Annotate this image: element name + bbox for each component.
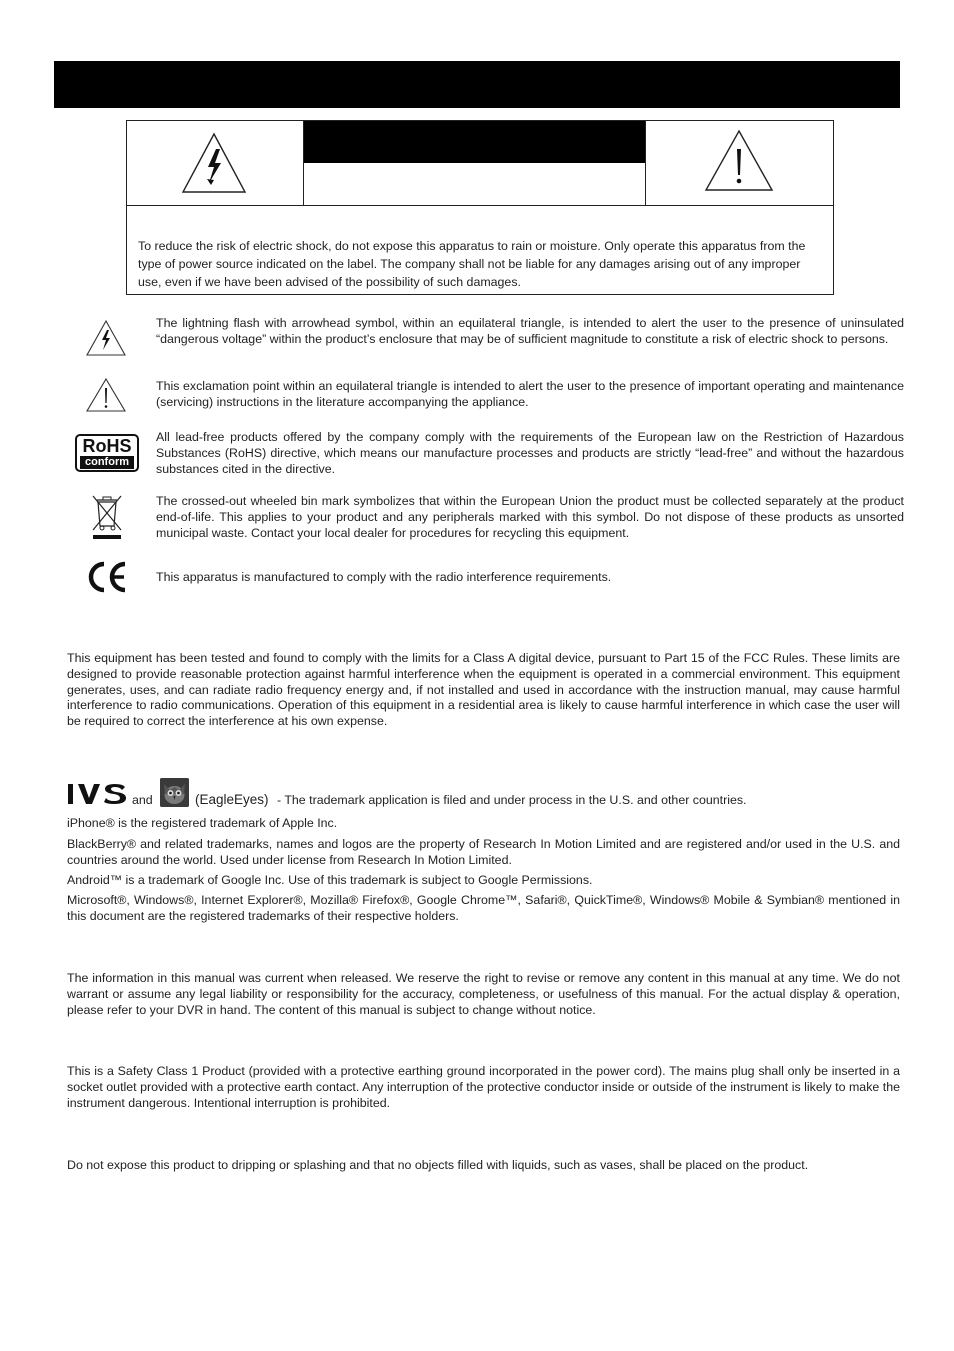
warning-box-right-cell: [645, 121, 833, 206]
symbol-text-exclamation: This exclamation point within an equilateral triangle is intended to alert the user to the presence of important operating and maintenance (servicing) instructions in the literature accompanying the appliance.: [156, 379, 904, 409]
symbol-text-bin: The crossed-out wheeled bin mark symbolizes that within the European Union the product must be collected separately at the product end-of-life. This applies to your product and any peripherals marked with this symbol. Do not dispose of these products as unsorted municipal waste. Contact your local dealer for procedures for recycling this equipment.: [156, 494, 904, 540]
warning-title-rule: [304, 161, 645, 163]
disclaimer-statement: The information in this manual was current when released. We reserve the right to revise or remove any content in this manual at any time. We do not warrant or assume any legal liability or responsibility for the accuracy, completeness, or usefulness of this manual. For the actual display & operation, please refer to your DVR in hand. The content of this manual is subject to change without notice.: [67, 971, 900, 1017]
trademark-logo-line: [67, 779, 900, 809]
symbol-row-ce: [0, 562, 954, 596]
exclamation-triangle-icon: [85, 377, 127, 413]
warning-title-bar: [304, 121, 645, 161]
ivs-logo: [67, 783, 127, 810]
ivs-logo-icon: [67, 783, 127, 805]
trademark-description: - The trademark application is filed and under process in the U.S. and other countries.: [277, 793, 747, 807]
warning-text: To reduce the risk of electric shock, do not expose this apparatus to rain or moisture. Only operate this apparatus from the type of power source indicated on the label. The company shall not be liable for any damages arising out of any improper use, even if we have been advised of the possibility of such damages.: [138, 239, 806, 289]
symbol-row-exclamation: [0, 379, 954, 413]
rohs-icon-sublabel: conform: [80, 456, 134, 469]
lightning-triangle-icon: [85, 319, 127, 357]
ce-mark-icon: [86, 560, 128, 594]
warning-box: [126, 120, 834, 295]
symbol-row-bin: [0, 494, 954, 544]
lightning-triangle-icon: [181, 131, 247, 195]
symbol-text-ce: This apparatus is manufactured to comply with the radio interference requirements.: [156, 570, 612, 584]
rohs-icon-label: RoHS: [82, 436, 132, 456]
section-header-bar: [54, 61, 900, 108]
symbol-row-rohs: [0, 430, 954, 478]
eagleeyes-name: (EagleEyes): [195, 792, 269, 807]
trademark-iphone: iPhone® is the registered trademark of Apple Inc.: [67, 816, 338, 830]
trademark-microsoft: Microsoft®, Windows®, Internet Explorer®, Mozilla® Firefox®, Google Chrome™, Safari®, QuickTime®, Windows® Mobile & Symbian® mentioned in this document are the registered trademarks of their respective holders.: [67, 893, 900, 923]
trademark-android: Android™ is a trademark of Google Inc. Use of this trademark is subject to Google Permissions.: [67, 873, 593, 887]
warning-box-left-cell: [127, 121, 304, 206]
rohs-icon: [75, 434, 139, 472]
fcc-statement: This equipment has been tested and found to comply with the limits for a Class A digital device, pursuant to Part 15 of the FCC Rules. These limits are designed to provide reasonable protection against harmful interference when the equipment is operated in a commercial environment. This equipment generates, uses, and can radiate radio frequency energy and, if not installed and used in accordance with the instruction manual, may cause harmful interference to radio communications. Operation of this equipment in a residential area is likely to cause harmful interference in which case the user will be required to correct the interference at his own expense.: [67, 651, 900, 729]
symbol-text-lightning: The lightning flash with arrowhead symbol, within an equilateral triangle, is intended to alert the user to the presence of uninsulated “dangerous voltage” within the product’s enclosure that may be of sufficient magnitude to constitute a risk of electric shock to persons.: [156, 316, 904, 346]
eagleeyes-app-icon: [160, 778, 189, 807]
trademark-blackberry: BlackBerry® and related trademarks, names and logos are the property of Research In Motion Limited and are registered and/or used in the U.S. and countries around the world. Used under license from Research In Motion Limited.: [67, 837, 900, 867]
exclamation-triangle-icon: [704, 129, 774, 193]
symbol-text-rohs: All lead-free products offered by the company comply with the requirements of the European law on the Restriction of Hazardous Substances (RoHS) directive, which means our manufacture processes and products are strictly “lead-free” and without the hazardous substances cited in the directive.: [156, 430, 904, 476]
symbol-row-lightning: [0, 316, 954, 364]
warning-box-title-cell: [304, 121, 645, 206]
trademark-and: and: [132, 793, 153, 807]
crossed-bin-icon: [90, 492, 124, 542]
water-statement: Do not expose this product to dripping or splashing and that no objects filled with liquids, such as vases, shall be placed on the product.: [67, 1158, 809, 1172]
grounding-statement: This is a Safety Class 1 Product (provided with a protective earthing ground incorporated in the power cord). The mains plug shall only be inserted in a socket outlet provided with a protective earth contact. Any interruption of the protective conductor inside or outside of the instrument is likely to make the instrument dangerous. Intentional interruption is prohibited.: [67, 1064, 900, 1110]
